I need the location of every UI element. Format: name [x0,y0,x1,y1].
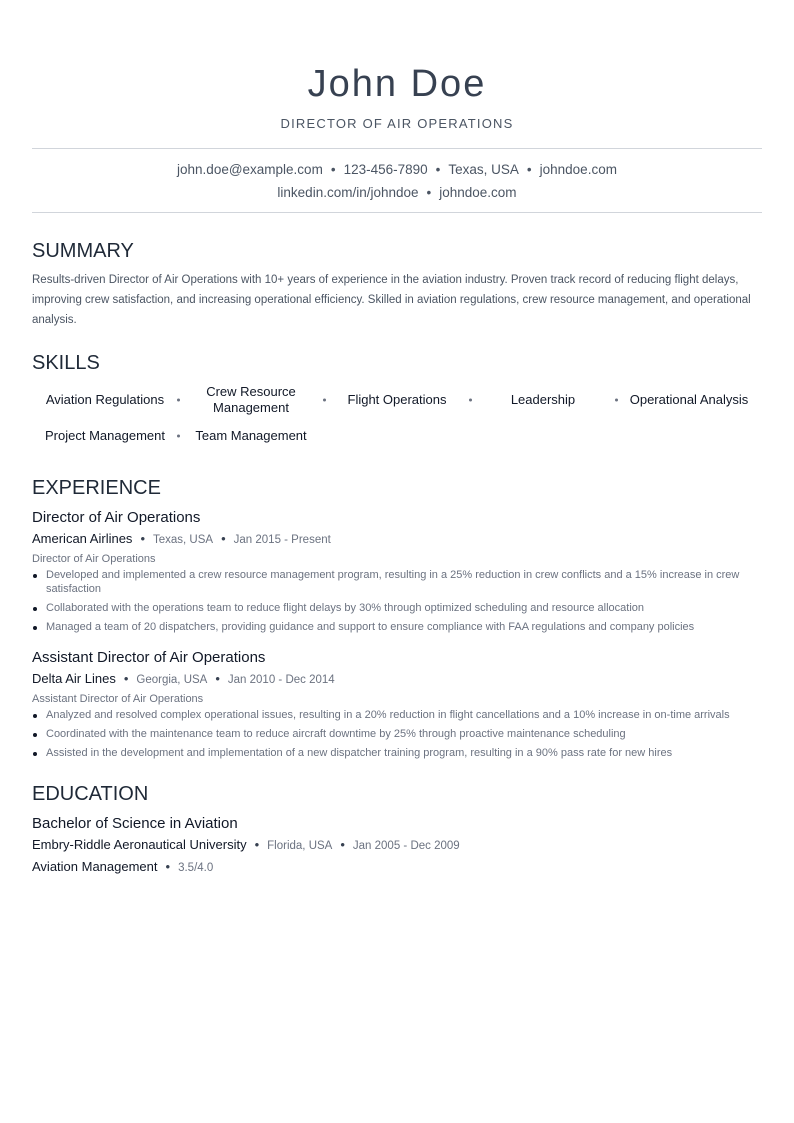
job-location: Texas, USA [153,534,214,546]
list-item [32,568,762,596]
job-meta [32,529,762,550]
degree-title: Bachelor of Science in Aviation [32,815,238,832]
job-entry [32,508,762,634]
separator-dot: • [526,162,532,177]
skill-label: Leadership [510,392,576,407]
skill-label: Project Management [45,428,165,443]
skills-section [32,351,762,452]
contact-website-2[interactable]: johndoe.com [439,185,517,200]
summary-heading: SUMMARY [32,240,134,262]
bullet-dot [33,733,37,737]
separator-dot: • [221,531,226,546]
list-item [32,620,762,634]
bullet-text: Developed and implemented a crew resource management program, resulting in a 25% reduction in crew conflicts and a 15% increase in crew satisfaction [46,569,740,595]
list-item [32,601,762,615]
job-title: Assistant Director of Air Operations [32,649,266,666]
experience-section [32,476,762,760]
separator-dot: • [123,671,129,686]
list-item [32,727,762,741]
contact-email[interactable]: john.doe@example.com [177,162,323,177]
education-major-line [32,857,762,878]
list-item [32,708,762,722]
bullet-dot [33,714,37,718]
skill-label: Crew Resource Management [206,384,296,415]
job-dates: Jan 2015 - Present [233,534,331,546]
job-title: Director of Air Operations [32,509,201,526]
resume-header [32,0,762,132]
candidate-name: John Doe [307,63,487,105]
bullet-text: Assisted in the development and implementation of a new dispatcher training program, resulting in a 90% pass rate for new hires [46,747,673,759]
job-bullets [32,568,762,634]
job-location: Georgia, USA [136,674,208,686]
bullet-dot [33,752,37,756]
separator-dot: • [165,859,171,874]
contact-phone[interactable]: 123-456-7890 [343,162,428,177]
job-company: American Airlines [32,531,133,546]
bullet-dot [33,607,37,611]
contact-linkedin[interactable]: linkedin.com/in/johndoe [277,185,419,200]
contact-line-2 [32,181,762,204]
experience-heading: EXPERIENCE [32,477,161,499]
header-divider-bottom [32,212,762,213]
education-meta [32,835,762,856]
separator-dot: • [426,185,432,200]
contact-info [32,149,762,212]
list-item [32,746,762,760]
skills-heading: SKILLS [32,352,100,374]
bullet-dot [33,626,37,630]
contact-website[interactable]: johndoe.com [539,162,617,177]
education-major: Aviation Management [32,859,158,874]
school-name: Embry-Riddle Aeronautical University [32,837,247,852]
separator-dot: • [254,837,260,852]
skill-label: Aviation Regulations [45,392,165,407]
education-dates: Jan 2005 - Dec 2009 [352,840,460,852]
skill-item [178,420,324,452]
skill-item [32,384,178,416]
job-entry [32,648,762,760]
skill-label: Operational Analysis [629,392,749,407]
skill-item [178,384,324,416]
bullet-text: Analyzed and resolved complex operational issues, resulting in a 20% reduction in flight cancellations and a 10% increase in on-time arrivals [46,709,730,721]
bullet-text: Collaborated with the operations team to reduce flight delays by 30% through optimized scheduling and resource allocation [46,602,645,614]
skill-item [324,384,470,416]
summary-section [32,239,762,330]
candidate-title: DIRECTOR OF AIR OPERATIONS [280,116,514,131]
education-gpa: 3.5/4.0 [178,862,214,874]
separator-dot: • [330,162,336,177]
skill-label: Team Management [195,428,307,443]
school-location: Florida, USA [267,840,333,852]
separator-dot: • [340,837,345,852]
separator-dot: • [215,671,220,686]
bullet-text: Managed a team of 20 dispatchers, providing guidance and support to ensure compliance with FAA regulations and company policies [46,621,695,633]
skill-item [470,384,616,416]
job-company: Delta Air Lines [32,671,116,686]
contact-line-1 [32,158,762,181]
separator-dot: • [140,531,145,546]
skills-list [32,384,762,452]
contact-location: Texas, USA [448,162,519,177]
skill-label: Flight Operations [347,392,447,407]
separator-dot: • [435,162,441,177]
job-role: Director of Air Operations [32,553,156,565]
job-bullets [32,708,762,760]
education-heading: EDUCATION [32,783,149,805]
skill-item [32,420,178,452]
job-meta [32,669,762,690]
bullet-dot [33,574,37,578]
job-role: Assistant Director of Air Operations [32,693,204,705]
bullet-text: Coordinated with the maintenance team to reduce aircraft downtime by 25% through proactive maintenance scheduling [46,728,626,740]
job-dates: Jan 2010 - Dec 2014 [227,674,335,686]
skill-item [616,384,762,416]
summary-text: Results-driven Director of Air Operations with 10+ years of experience in the aviation industry. Proven track record of reducing flight delays, improving crew satisfaction, and increasing operational efficiency. Skilled in aviation regulations, crew resource management, and operational analysis. [32,274,751,326]
education-section [32,782,762,878]
